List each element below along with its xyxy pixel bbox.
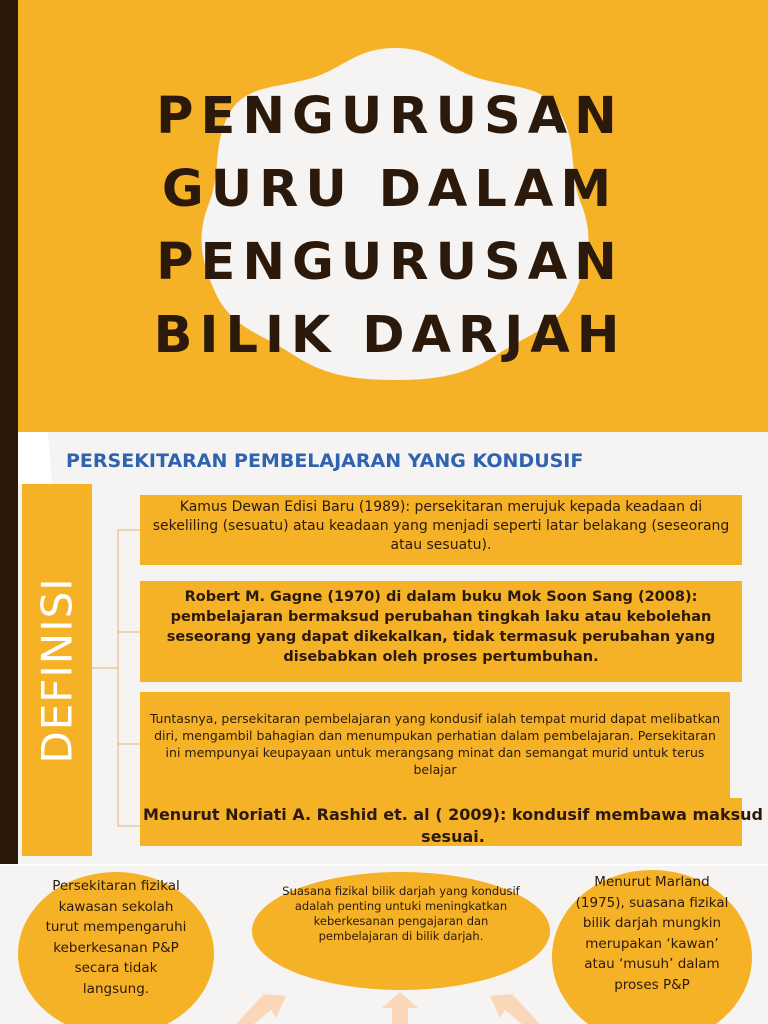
up-arrow-icon	[380, 990, 420, 1024]
definition-conclusion: Tuntasnya, persekitaran pembelajaran yang kondusif ialah tempat murid dapat melibatkan diri, mengambil bahagian dan menumpukan perhatian dalam pembelajaran. Persekitaran ini mempunyai keupayaan untuk merangsang minat dan semangat murid untuk terus belajar	[140, 692, 730, 798]
presentation-title: PENGURUSAN GURU DALAM PENGURUSAN BILIK DARJAH	[153, 87, 627, 365]
left-ellipse-text: Persekitaran fizikal kawasan sekolah turut mempengaruhi keberkesanan P&P secara tidak langsung.	[45, 878, 187, 997]
slide-left-bar	[0, 0, 18, 432]
definition-slide	[0, 432, 768, 864]
slide-heading: PERSEKITARAN PEMBELAJARAN YANG KONDUSIF	[66, 450, 584, 472]
definition-kamus-dewan: Kamus Dewan Edisi Baru (1989): persekitaran merujuk kepada keadaan di sekeliling (sesuatu) atau keadaan yang menjadi seperti latar belakang (seseorang atau sesuatu).	[140, 495, 742, 565]
center-ellipse-text: Suasana fizikal bilik darjah yang kondusif adalah penting untuki meningkatkan keberkesanan pengajaran dan pembelajaran di bilik darjah.	[282, 884, 520, 943]
diagonal-arrow-left-icon	[232, 994, 288, 1024]
physical-environment-slide	[0, 866, 768, 1024]
title-slide	[0, 0, 768, 432]
diagonal-arrow-right-icon	[488, 994, 544, 1024]
right-ellipse-text: Menurut Marland (1975), suasana fizikal bilik darjah mungkin merupakan ‘kawan’ atau ‘musuh’ dalam proses P&P	[575, 874, 729, 993]
definisi-label: DEFINISI	[32, 576, 82, 764]
definition-gagne: Robert M. Gagne (1970) di dalam buku Mok Soon Sang (2008): pembelajaran bermaksud perubahan tingkah laku atau kebolehan seseorang yang dapat dikekalkan, tidak termasuk perubahan yang disebabkan oleh proses pertumbuhan.	[140, 581, 742, 682]
definition-noriati: Menurut Noriati A. Rashid et. al ( 2009): kondusif membawa maksud sesuai.	[143, 805, 763, 846]
